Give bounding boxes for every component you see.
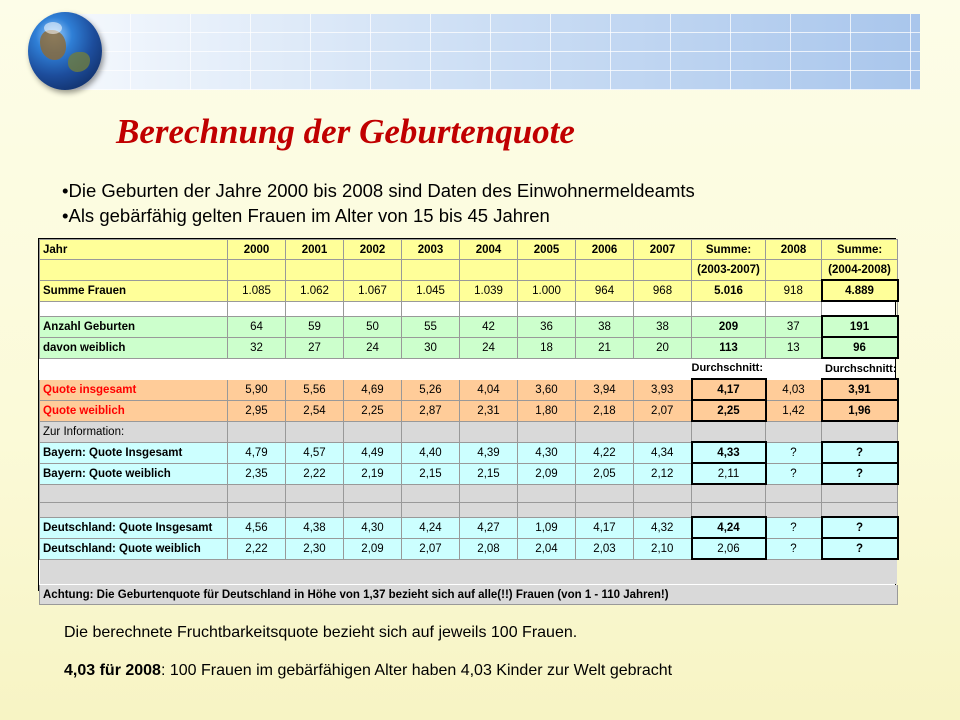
table-cell: 5,90 <box>228 379 286 400</box>
table-cell: 4,30 <box>518 442 576 463</box>
bullet-list <box>62 178 695 228</box>
table-cell: 4,30 <box>344 517 402 538</box>
table-cell: 4,40 <box>402 442 460 463</box>
table-cell: 4,69 <box>344 379 402 400</box>
table-cell: 2,07 <box>402 538 460 559</box>
table-cell: 13 <box>766 337 822 358</box>
table-cell: 4,79 <box>228 442 286 463</box>
table-cell: ? <box>766 538 822 559</box>
table-cell: 4,24 <box>402 517 460 538</box>
row-label: Deutschland: Quote Insgesamt <box>40 517 228 538</box>
sum-cell: 4,33 <box>692 442 766 463</box>
sum-cell: 209 <box>692 316 766 337</box>
sum-cell: 2,11 <box>692 463 766 484</box>
header-banner <box>70 14 920 90</box>
sum-cell: 2,25 <box>692 400 766 421</box>
table-cell: 1,42 <box>766 400 822 421</box>
table-cell: 2,04 <box>518 538 576 559</box>
row-label: Deutschland: Quote weiblich <box>40 538 228 559</box>
sum-cell: 3,91 <box>822 379 898 400</box>
row-label: Quote insgesamt <box>40 379 228 400</box>
range-label: (2003-2007) <box>692 260 766 281</box>
header-cell: 2001 <box>286 240 344 260</box>
table-cell: 2,09 <box>518 463 576 484</box>
table-cell: 55 <box>402 316 460 337</box>
table-cell: 2,09 <box>344 538 402 559</box>
table-row <box>40 517 898 538</box>
header-cell: 2002 <box>344 240 402 260</box>
table-cell: 64 <box>228 316 286 337</box>
table-cell: 968 <box>634 280 692 301</box>
row-label: Anzahl Geburten <box>40 316 228 337</box>
table-cell: 918 <box>766 280 822 301</box>
table-cell: 3,60 <box>518 379 576 400</box>
table-cell: 3,93 <box>634 379 692 400</box>
spacer-row <box>40 301 898 316</box>
range-label: (2004-2008) <box>822 260 898 281</box>
table-cell: 4,04 <box>460 379 518 400</box>
page-title: Berechnung der Geburtenquote <box>116 112 575 151</box>
table-cell: 1.039 <box>460 280 518 301</box>
table-cell: 2,22 <box>228 538 286 559</box>
table-cell: 24 <box>344 337 402 358</box>
spacer-row <box>40 484 898 503</box>
world-map-pattern <box>70 14 920 90</box>
table-cell: 1.045 <box>402 280 460 301</box>
header-cell: 2004 <box>460 240 518 260</box>
table-cell: 2,54 <box>286 400 344 421</box>
sum-cell: ? <box>822 538 898 559</box>
table-cell: 4,32 <box>634 517 692 538</box>
table-cell: 59 <box>286 316 344 337</box>
table-cell: 2,12 <box>634 463 692 484</box>
sum-cell: 4,17 <box>692 379 766 400</box>
table-cell: 2,07 <box>634 400 692 421</box>
table-cell: 2,95 <box>228 400 286 421</box>
sum-cell: 2,06 <box>692 538 766 559</box>
table-row <box>40 337 898 358</box>
table-cell: 2,22 <box>286 463 344 484</box>
header-cell: 2008 <box>766 240 822 260</box>
table-cell: 4,49 <box>344 442 402 463</box>
sum-cell: ? <box>822 442 898 463</box>
table-cell: 2,35 <box>228 463 286 484</box>
row-label: Quote weiblich <box>40 400 228 421</box>
table-cell: 4,56 <box>228 517 286 538</box>
note-text: Achtung: Die Geburtenquote für Deutschland in Höhe von 1,37 bezieht sich auf alle(!!) Frauen (von 1 - 110 Jahren!) <box>40 585 898 605</box>
table-row <box>40 358 898 379</box>
table-cell: 50 <box>344 316 402 337</box>
table-cell: 2,10 <box>634 538 692 559</box>
table-row <box>40 559 898 585</box>
table-cell: 5,26 <box>402 379 460 400</box>
info-label: Zur Information: <box>40 421 228 442</box>
header-cell: Summe: <box>692 240 766 260</box>
table-cell: 18 <box>518 337 576 358</box>
table-row <box>40 379 898 400</box>
table-cell: 20 <box>634 337 692 358</box>
table-cell: 32 <box>228 337 286 358</box>
bullet-item: • Als gebärfähig gelten Frauen im Alter von 15 bis 45 Jahren <box>62 203 695 228</box>
footer-line-rest: : 100 Frauen im gebärfähigen Alter haben 4,03 Kinder zur Welt gebracht <box>160 662 673 679</box>
table-header-row <box>40 240 898 260</box>
table-cell: 21 <box>576 337 634 358</box>
table-cell: 5,56 <box>286 379 344 400</box>
table-row <box>40 316 898 337</box>
table-row <box>40 463 898 484</box>
table-cell: 2,19 <box>344 463 402 484</box>
table-cell: 2,15 <box>402 463 460 484</box>
table-cell: ? <box>766 463 822 484</box>
sum-cell: 96 <box>822 337 898 358</box>
table-row <box>40 260 898 281</box>
table-cell: 27 <box>286 337 344 358</box>
table-cell: 30 <box>402 337 460 358</box>
row-label: Bayern: Quote weiblich <box>40 463 228 484</box>
table-cell: 38 <box>634 316 692 337</box>
table-cell: 1,09 <box>518 517 576 538</box>
footer-line: Die berechnete Fruchtbarkeitsquote bezieht sich auf jeweils 100 Frauen. <box>64 624 578 641</box>
table-row <box>40 400 898 421</box>
table-row <box>40 585 898 605</box>
sum-cell: 113 <box>692 337 766 358</box>
header-cell: 2007 <box>634 240 692 260</box>
table-cell: ? <box>766 517 822 538</box>
sum-cell: ? <box>822 517 898 538</box>
table-row <box>40 538 898 559</box>
header-cell: Jahr <box>40 240 228 260</box>
table-cell: 1,80 <box>518 400 576 421</box>
sum-cell: 5.016 <box>692 280 766 301</box>
table-cell: 4,57 <box>286 442 344 463</box>
average-label: Durchschnitt: <box>825 362 897 375</box>
table-cell: 3,94 <box>576 379 634 400</box>
table-cell: 1.085 <box>228 280 286 301</box>
row-label: Bayern: Quote Insgesamt <box>40 442 228 463</box>
header-cell: 2003 <box>402 240 460 260</box>
globe-icon <box>28 12 102 90</box>
table-cell: 2,05 <box>576 463 634 484</box>
table-cell: 2,87 <box>402 400 460 421</box>
sum-cell: 1,96 <box>822 400 898 421</box>
table-cell: 2,31 <box>460 400 518 421</box>
header-cell: 2000 <box>228 240 286 260</box>
sum-cell: ? <box>822 463 898 484</box>
table-cell: 2,15 <box>460 463 518 484</box>
table-cell: 36 <box>518 316 576 337</box>
table-cell: 4,34 <box>634 442 692 463</box>
table-row <box>40 442 898 463</box>
table-row <box>40 280 898 301</box>
table-cell: 4,38 <box>286 517 344 538</box>
table-cell: 4,39 <box>460 442 518 463</box>
table-cell: 37 <box>766 316 822 337</box>
header-cell: 2005 <box>518 240 576 260</box>
table-cell: 2,30 <box>286 538 344 559</box>
table-cell: 2,25 <box>344 400 402 421</box>
table-cell: 964 <box>576 280 634 301</box>
row-label: davon weiblich <box>40 337 228 358</box>
table-cell: 42 <box>460 316 518 337</box>
bullet-item: • Die Geburten der Jahre 2000 bis 2008 sind Daten des Einwohnermeldeamts <box>62 178 695 203</box>
table-cell: 24 <box>460 337 518 358</box>
table-cell: 1.067 <box>344 280 402 301</box>
table-cell: 2,18 <box>576 400 634 421</box>
table-cell: 38 <box>576 316 634 337</box>
table-cell: 2,03 <box>576 538 634 559</box>
table-cell: 4,27 <box>460 517 518 538</box>
table-cell: 4,22 <box>576 442 634 463</box>
birth-rate-table <box>38 238 897 601</box>
spacer-row <box>40 503 898 518</box>
table-cell: 4,03 <box>766 379 822 400</box>
sum-cell: 191 <box>822 316 898 337</box>
footer-highlight: 4,03 für 2008 <box>64 662 161 679</box>
table-cell: 4,17 <box>576 517 634 538</box>
row-label: Summe Frauen <box>40 280 228 301</box>
header-cell: 2006 <box>576 240 634 260</box>
table-cell: 2,08 <box>460 538 518 559</box>
table-cell: 1.062 <box>286 280 344 301</box>
sum-cell: 4.889 <box>822 280 898 301</box>
sum-cell: 4,24 <box>692 517 766 538</box>
table-cell: 1.000 <box>518 280 576 301</box>
footer-line <box>64 662 672 680</box>
header-cell: Summe: <box>822 240 898 260</box>
table-row <box>40 421 898 442</box>
average-label: Durchschnitt: <box>691 362 763 375</box>
table-cell: ? <box>766 442 822 463</box>
